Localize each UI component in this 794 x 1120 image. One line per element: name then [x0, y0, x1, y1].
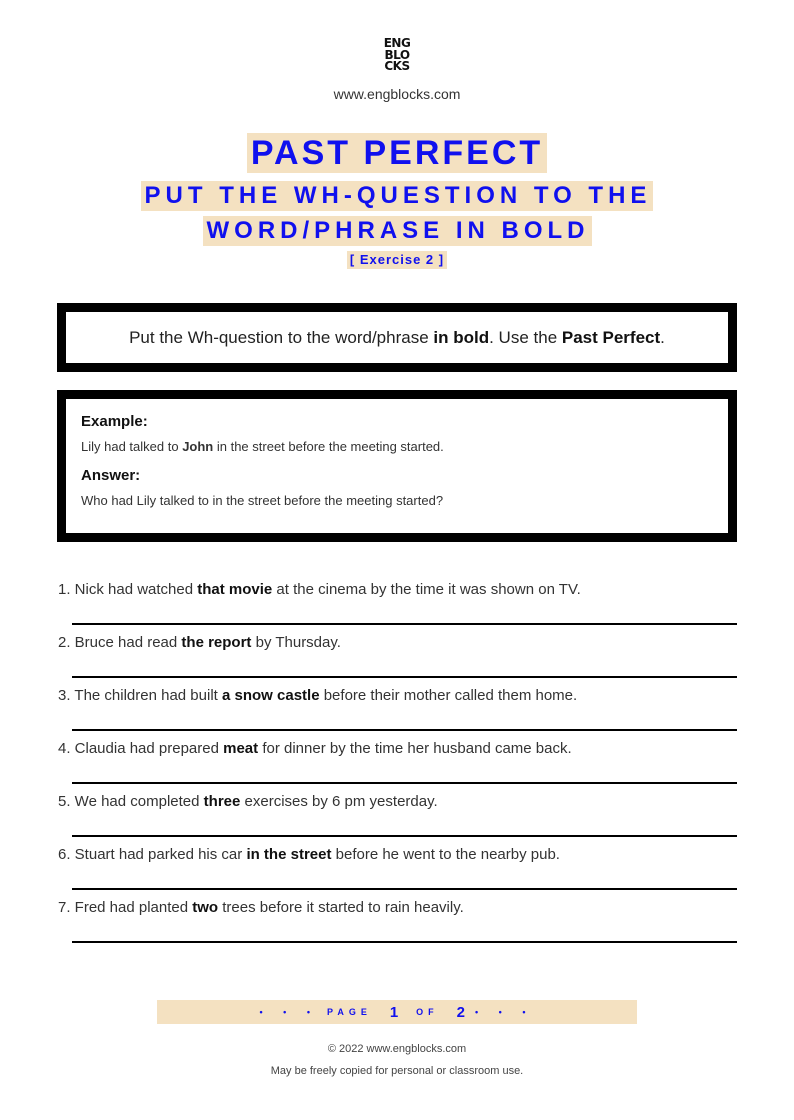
question-6-post: before he went to the nearby pub.: [331, 846, 560, 863]
pager-total-pages: 2: [456, 1003, 466, 1021]
question-7: [58, 899, 464, 916]
pager-current-page: 1: [389, 1003, 399, 1021]
title-main: PAST PERFECT: [247, 133, 547, 173]
example-sentence-bold: John: [182, 439, 214, 454]
answer-line-6[interactable]: [72, 888, 737, 890]
question-3-post: before their mother called them home.: [319, 687, 578, 704]
question-1-pre: 1. Nick had watched: [58, 581, 198, 598]
instruction-part-2: . Use the: [489, 327, 562, 347]
exercise-tag-wrap: [0, 251, 794, 269]
question-4: [58, 740, 572, 757]
question-6-pre: 6. Stuart had parked his car: [58, 846, 247, 863]
example-label: Example:: [81, 413, 148, 430]
subtitle-line-2-wrap: [0, 216, 794, 246]
question-4-bold: meat: [223, 740, 259, 757]
instruction-bold-2: Past Perfect: [561, 327, 661, 347]
logo-line-3: CKS: [384, 59, 410, 73]
example-box: [57, 390, 737, 542]
subtitle-line-2: WORD/PHRASE IN BOLD: [203, 216, 592, 246]
question-5-pre: 5. We had completed: [58, 793, 204, 810]
subtitle-line-1: PUT THE WH-QUESTION TO THE: [141, 181, 654, 211]
example-sentence-pre: Lily had talked to: [81, 439, 183, 454]
question-1: [58, 581, 581, 598]
logo-line-2: BLO: [384, 47, 410, 62]
question-7-pre: 7. Fred had planted: [58, 899, 193, 916]
question-2-post: by Thursday.: [251, 634, 341, 651]
copyright: © 2022 www.engblocks.com: [327, 1043, 467, 1055]
question-4-post: for dinner by the time her husband came back.: [258, 740, 572, 757]
question-1-bold: that movie: [197, 581, 273, 598]
usage-note: May be freely copied for personal or classroom use.: [270, 1065, 524, 1077]
site-url: www.engblocks.com: [333, 86, 461, 102]
answer-line-3[interactable]: [72, 729, 737, 731]
answer-label: Answer:: [81, 467, 141, 484]
example-sentence-post: in the street before the meeting started.: [213, 439, 444, 454]
instruction-part-3: .: [660, 327, 665, 347]
pager-of-word: OF: [416, 1007, 439, 1017]
answer-line-7[interactable]: [72, 941, 737, 943]
question-6-bold: in the street: [246, 846, 332, 863]
example-sentence: [81, 439, 714, 454]
question-3-pre: 3. The children had built: [58, 687, 222, 704]
instruction-part-1: Put the Wh-question to the word/phrase: [129, 327, 434, 347]
subtitle-line-1-wrap: [0, 181, 794, 211]
instruction-box: [57, 303, 737, 372]
logo-line-1: ENG: [383, 36, 411, 50]
engblocks-logo: [0, 38, 794, 73]
answer-line-2[interactable]: [72, 676, 737, 678]
question-7-bold: two: [192, 899, 219, 916]
pager-dots-left: • • •: [259, 1007, 319, 1017]
question-5-post: exercises by 6 pm yesterday.: [240, 793, 438, 810]
question-2: [58, 634, 341, 651]
answer-line-1[interactable]: [72, 623, 737, 625]
question-2-pre: 2. Bruce had read: [58, 634, 182, 651]
question-5: [58, 793, 438, 810]
question-1-post: at the cinema by the time it was shown on TV.: [272, 581, 581, 598]
pager-dots-right: • • •: [475, 1007, 535, 1017]
question-2-bold: the report: [181, 634, 252, 651]
page-indicator: [157, 1000, 637, 1024]
instruction-text: [129, 328, 665, 348]
answer-text: Who had Lily talked to in the street before the meeting started?: [81, 493, 444, 508]
question-3-bold: a snow castle: [222, 687, 320, 704]
question-3: [58, 687, 577, 704]
page-title: [0, 133, 794, 173]
question-5-bold: three: [203, 793, 241, 810]
question-6: [58, 846, 560, 863]
answer-line-5[interactable]: [72, 835, 737, 837]
question-4-pre: 4. Claudia had prepared: [58, 740, 224, 757]
pager-page-word: PAGE: [326, 1007, 372, 1017]
question-7-post: trees before it started to rain heavily.: [218, 899, 464, 916]
answer-line-4[interactable]: [72, 782, 737, 784]
instruction-bold-1: in bold: [433, 327, 490, 347]
exercise-tag: [ Exercise 2 ]: [347, 251, 447, 269]
